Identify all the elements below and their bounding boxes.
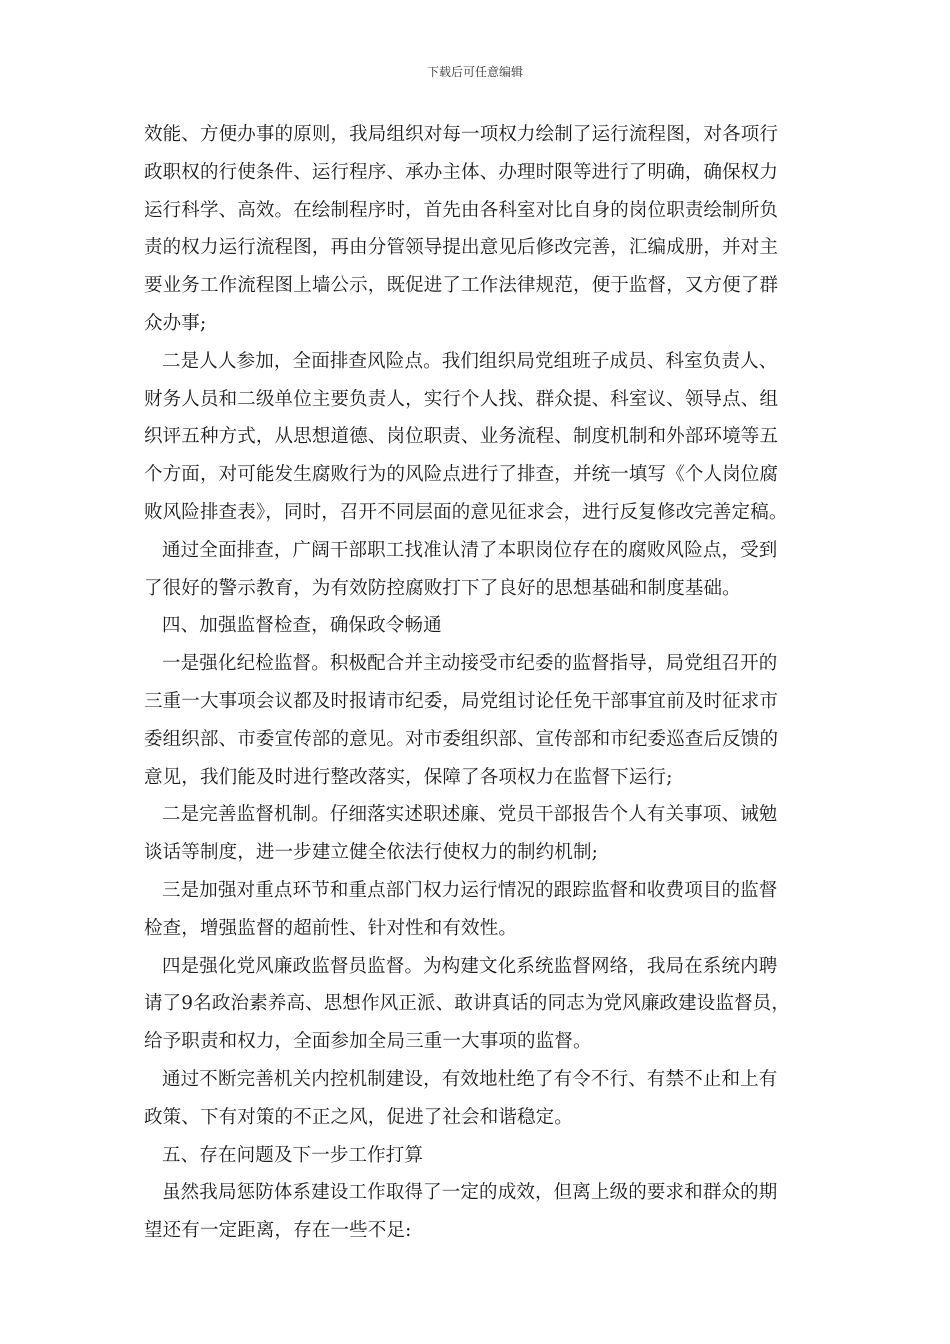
paragraph-line: 给予职责和权力，全面参加全局三重一大事项的监督。 [144,1031,592,1053]
document-body [144,116,810,1250]
paragraph-line: 政策、下有对策的不正之风，促进了社会和谐稳定。 [144,1106,573,1128]
paragraph-line: 望还有一定距离，存在一些不足: [144,1220,412,1242]
paragraph-line: 财务人员和二级单位主要负责人，实行个人找、群众提、科室议、领导点、组 [144,388,779,410]
paragraph-first-line: 三是加强对重点环节和重点部门权力运行情况的跟踪监督和收费项目的监督 [162,879,778,901]
paragraph-line: 众办事; [144,312,207,334]
paragraph-line: 败风险排查表》，同时，召开不同层面的意见征求会，进行反复修改完善定稿。 [144,501,788,523]
paragraph-line: 谈话等制度，进一步建立健全依法行使权力的制约机制; [144,842,598,864]
paragraph-first-line: 二是完善监督机制。仔细落实述职述廉、党员干部报告个人有关事项、诫勉 [162,804,778,826]
paragraph-line: 请了9名政治素养高、思想作风正派、敢讲真话的同志为党风廉政建设监督员， [144,993,791,1015]
paragraph-line: 要业务工作流程图上墙公示，既促进了工作法律规范，便于监督，又方便了群 [144,275,779,297]
paragraph-first-line: 通过全面排查，广阔干部职工找准认清了本职岗位存在的腐败风险点，受到 [162,539,778,561]
paragraph-line: 责的权力运行流程图，再由分管领导提出意见后修改完善，汇编成册，并对主 [144,237,779,259]
paragraph-line: 效能、方便办事的原则，我局组织对每一项权力绘制了运行流程图，对各项行 [144,124,779,145]
paragraph-line: 个方面，对可能发生腐败行为的风险点进行了排查，并统一填写《个人岗位腐 [144,464,779,486]
paragraph-first-line: 一是强化纪检监督。积极配合并主动接受市纪委的监督指导，局党组召开的 [162,653,778,675]
paragraph-first-line: 四、加强监督检查，确保政令畅通 [162,615,442,637]
paragraph-line: 政职权的行使条件、运行程序、承办主体、办理时限等进行了明确，确保权力 [144,161,779,183]
paragraph-line: 运行科学、高效。在绘制程序时，首先由各科室对比自身的岗位职责绘制所负 [144,199,779,221]
paragraph-line: 意见，我们能及时进行整改落实，保障了各项权力在监督下运行; [144,766,673,788]
paragraph-line: 检查，增强监督的超前性、针对性和有效性。 [144,917,518,939]
paragraph-line: 委组织部、市委宣传部的意见。对市委组织部、宣传部和市纪委巡查后反馈的 [144,728,779,750]
paragraph-first-line: 五、存在问题及下一步工作打算 [162,1144,424,1166]
page-header-note: 下载后可任意编辑 [426,65,523,79]
paragraph-first-line: 虽然我局惩防体系建设工作取得了一定的成效，但离上级的要求和群众的期 [162,1182,778,1204]
paragraph-first-line: 四是强化党风廉政监督员监督。为构建文化系统监督网络，我局在系统内聘 [162,955,778,977]
paragraph-first-line: 二是人人参加，全面排查风险点。我们组织局党组班子成员、科室负责人、 [162,350,778,372]
paragraph-first-line: 通过不断完善机关内控机制建设，有效地杜绝了有令不行、有禁不止和上有 [162,1068,778,1090]
paragraph-line: 织评五种方式，从思想道德、岗位职责、业务流程、制度机制和外部环境等五 [144,426,779,448]
paragraph-line: 三重一大事项会议都及时报请市纪委，局党组讨论任免干部事宜前及时征求市 [144,690,779,712]
paragraph-line: 了很好的警示教育，为有效防控腐败打下了良好的思想基础和制度基础。 [144,577,741,599]
